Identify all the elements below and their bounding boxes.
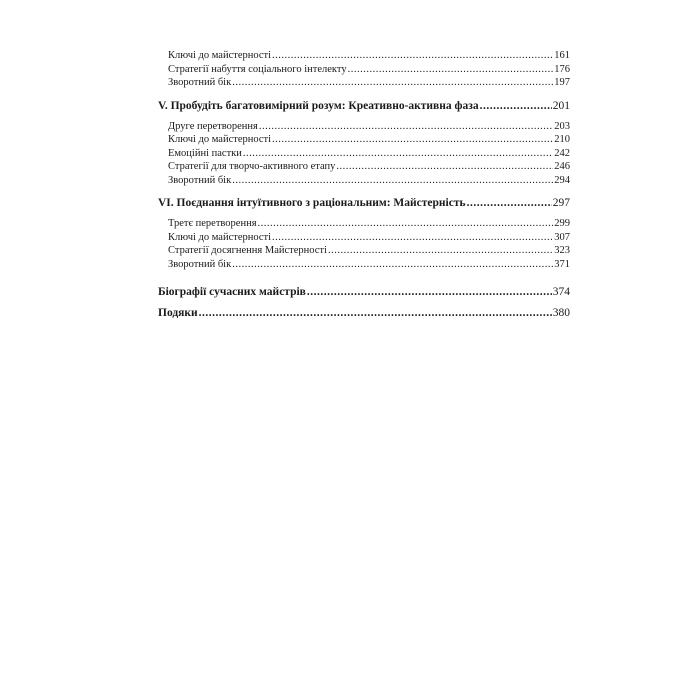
toc-section-page: 380 (552, 307, 570, 319)
dot-leader (199, 306, 552, 321)
toc-entry-title: Зворотний бік (168, 174, 232, 186)
toc-entry-page: 371 (554, 258, 570, 270)
dot-leader (336, 160, 553, 174)
toc-entry-title: Емоційні пастки (168, 147, 242, 159)
toc-section-page: 201 (552, 99, 570, 112)
toc-entry-title: Зворотний бік (168, 258, 232, 270)
toc-entry-page: 197 (554, 77, 570, 88)
toc-entry (158, 258, 570, 272)
toc-entry-page: 210 (554, 134, 570, 145)
toc-section-heading (158, 196, 570, 211)
toc-entry (158, 244, 570, 258)
dot-leader (467, 196, 552, 211)
toc-section-page: 297 (552, 197, 570, 209)
toc-entry-page: 323 (554, 245, 570, 256)
toc-entry (158, 120, 570, 134)
toc-section-heading (158, 285, 570, 300)
dot-leader (272, 49, 553, 63)
dot-leader (272, 133, 553, 147)
toc-entry-page: 203 (554, 120, 570, 132)
toc-entry-page: 176 (554, 63, 570, 75)
toc-entry (158, 63, 570, 77)
toc-section-title: Подяки (158, 307, 198, 319)
table-of-contents (158, 49, 570, 321)
toc-entry (158, 49, 570, 63)
toc-section-title: Біографії сучасних майстрів (158, 286, 306, 298)
toc-entry-title: Стратегії досягнення Майстерності (168, 245, 327, 256)
dot-leader (243, 147, 553, 161)
toc-entry (158, 174, 570, 188)
toc-entry (158, 76, 570, 90)
dot-leader (480, 99, 552, 114)
dot-leader (232, 258, 553, 272)
toc-entry-page: 161 (554, 50, 570, 61)
toc-entry-page: 246 (554, 161, 570, 172)
toc-section-heading (158, 99, 570, 114)
toc-entry-title: Ключі до майстерності (168, 231, 272, 243)
toc-entry-page: 307 (554, 231, 570, 243)
toc-entry-title: Стратегії для творчо-активного етапу (168, 161, 336, 172)
toc-section-page: 374 (552, 286, 570, 298)
dot-leader (232, 174, 553, 188)
toc-entry-page: 242 (554, 147, 570, 159)
dot-leader (258, 217, 554, 231)
toc-entry-title: Стратегії набуття соціального інтелекту (168, 63, 347, 75)
dot-leader (328, 244, 553, 258)
toc-section-heading (158, 306, 570, 321)
toc-entry (158, 147, 570, 161)
dot-leader (348, 63, 554, 77)
dot-leader (259, 120, 553, 134)
dot-leader (232, 76, 553, 90)
toc-entry (158, 231, 570, 245)
toc-entry-title: Зворотний бік (168, 77, 232, 88)
toc-entry-title: Ключі до майстерності (168, 134, 272, 145)
toc-entry-title: Ключі до майстерності (168, 50, 272, 61)
dot-leader (307, 285, 552, 300)
dot-leader (272, 231, 553, 245)
toc-entry-page: 299 (554, 218, 570, 229)
toc-section-title: V. Пробудіть багатовимірний розум: Креативно-активна фаза (158, 99, 479, 112)
toc-entry-page: 294 (554, 174, 570, 186)
toc-entry (158, 133, 570, 147)
toc-entry-title: Третє перетворення (168, 218, 257, 229)
toc-entry (158, 217, 570, 231)
toc-section-title: VI. Поєднання інтуїтивного з раціональним: Майстерність (158, 197, 466, 209)
toc-entry (158, 160, 570, 174)
toc-entry-title: Друге перетворення (168, 120, 258, 132)
